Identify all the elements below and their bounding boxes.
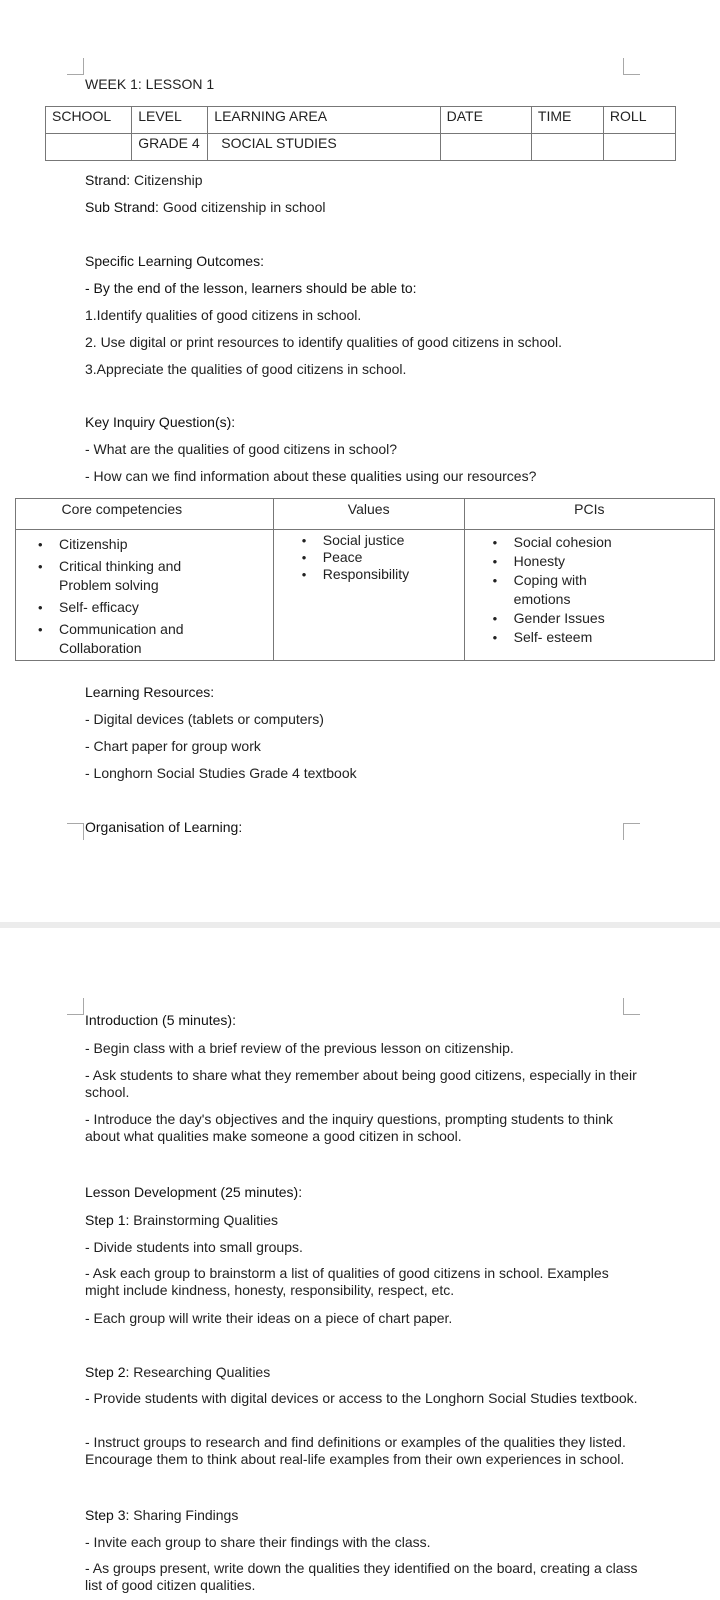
week-lesson-heading: WEEK 1: LESSON 1 — [85, 76, 215, 92]
value-item: • Responsibility — [323, 566, 464, 583]
strand-label: Strand: — [85, 172, 131, 188]
inquiry-question: - How can we find information about these qualities using our resources? — [85, 468, 537, 484]
header-cell: ROLL — [603, 107, 675, 134]
crop-mark-bottom-left — [67, 823, 84, 840]
value-cell — [531, 134, 603, 161]
document-page-2 — [0, 928, 720, 1600]
outcome-item: 2. Use digital or print resources to identify qualities of good citizens in school. — [85, 334, 563, 350]
core-competency-item: • Communication and Collaboration — [59, 620, 199, 658]
introduction-item: - Begin class with a brief review of the previous lesson on citizenship. — [85, 1040, 514, 1056]
introduction-heading: Introduction (5 minutes): — [85, 1012, 236, 1028]
value-cell — [603, 134, 675, 161]
pci-item: • Coping with emotions — [514, 571, 614, 609]
pci-item: • Social cohesion — [514, 533, 714, 552]
resources-heading: Learning Resources: — [85, 684, 215, 700]
resource-item: - Chart paper for group work — [85, 738, 261, 754]
strand-line — [85, 171, 645, 189]
resource-item: - Digital devices (tablets or computers) — [85, 711, 324, 727]
pcis-cell — [464, 530, 714, 661]
step-2-label: Step 2: — [85, 1364, 130, 1380]
core-competencies-header: Core competencies — [16, 499, 274, 530]
introduction-item: - Introduce the day's objectives and the inquiry questions, prompting students to think about what qualities make someone a good citizen in school. — [85, 1111, 613, 1144]
step-1-item: - Divide students into small groups. — [85, 1239, 303, 1255]
outcome-item: 1.Identify qualities of good citizens in school. — [85, 307, 362, 323]
pci-item: • Honesty — [514, 552, 714, 571]
value-cell — [440, 134, 531, 161]
strand-value: Citizenship — [130, 172, 203, 188]
header-row — [46, 107, 676, 134]
core-competency-item: • Critical thinking and Problem solving — [59, 557, 199, 595]
crop-mark-top-right — [623, 58, 640, 75]
value-cell: GRADE 4 — [132, 134, 208, 161]
core-competencies-list — [16, 535, 273, 658]
step-3-item: - Invite each group to share their findings with the class. — [85, 1534, 431, 1550]
step-3-title: Sharing Findings — [129, 1507, 239, 1523]
step-1-item: - Ask each group to brainstorm a list of qualities of good citizens in school. Examples might include kindness, honesty, responsibility, respect, etc. — [85, 1265, 609, 1298]
values-cell — [273, 530, 464, 661]
core-competency-item: • Self- efficacy — [59, 598, 273, 617]
step-1-item: - Each group will write their ideas on a piece of chart paper. — [85, 1310, 453, 1326]
crop-mark-top-left — [67, 998, 84, 1015]
core-competency-item: • Citizenship — [59, 535, 273, 554]
organisation-heading: Organisation of Learning: — [85, 819, 243, 835]
sub-strand-label: Sub Strand: — [85, 199, 159, 215]
inquiry-question: - What are the qualities of good citizens in school? — [85, 441, 398, 457]
sub-strand-value: Good citizenship in school — [158, 199, 326, 215]
lesson-development-heading: Lesson Development (25 minutes): — [85, 1184, 303, 1200]
introduction-item: - Ask students to share what they remember about being good citizens, especially in their school. — [85, 1067, 637, 1100]
outcomes-heading: Specific Learning Outcomes: — [85, 253, 264, 269]
step-2-item: - Provide students with digital devices or access to the Longhorn Social Studies textbook. — [85, 1390, 638, 1406]
step-3-item: - As groups present, write down the qualities they identified on the board, creating a class list of good citizen qualities. — [85, 1560, 638, 1593]
pcis-header: PCIs — [464, 499, 714, 530]
step-1-label: Step 1: — [85, 1212, 130, 1228]
header-cell: DATE — [440, 107, 531, 134]
value-item: • Peace — [323, 549, 464, 566]
inquiry-heading: Key Inquiry Question(s): — [85, 414, 236, 430]
pci-item: • Self- esteem — [514, 628, 714, 647]
outcomes-intro: - By the end of the lesson, learners should be able to: — [85, 280, 417, 296]
outcome-item: 3.Appreciate the qualities of good citizens in school. — [85, 361, 407, 377]
step-2-title: Researching Qualities — [129, 1364, 271, 1380]
resource-item: - Longhorn Social Studies Grade 4 textbook — [85, 765, 357, 781]
sub-strand-line — [85, 198, 645, 216]
value-cell — [46, 134, 132, 161]
competency-table — [15, 498, 715, 661]
header-cell: LEVEL — [132, 107, 208, 134]
competency-header-row — [16, 499, 715, 530]
step-1-heading — [85, 1211, 645, 1229]
value-item: • Social justice — [323, 532, 464, 549]
pci-item: • Gender Issues — [514, 609, 714, 628]
step-1-title: Brainstorming Qualities — [129, 1212, 278, 1228]
step-2-item: - Instruct groups to research and find definitions or examples of the qualities they listed. Encourage them to think about real-life examples from their own experiences in school. — [85, 1434, 626, 1467]
value-cell: SOCIAL STUDIES — [208, 134, 440, 161]
pcis-list — [465, 533, 714, 647]
values-header: Values — [273, 499, 464, 530]
competency-body-row — [16, 530, 715, 661]
header-cell: SCHOOL — [46, 107, 132, 134]
header-cell: TIME — [531, 107, 603, 134]
header-cell: LEARNING AREA — [208, 107, 440, 134]
lesson-header-table — [45, 106, 676, 161]
step-2-heading — [85, 1363, 645, 1381]
value-row — [46, 134, 676, 161]
values-list — [274, 532, 464, 583]
core-competencies-cell — [16, 530, 274, 661]
crop-mark-top-left — [67, 58, 84, 75]
step-3-heading — [85, 1506, 645, 1524]
step-3-label: Step 3: — [85, 1507, 130, 1523]
